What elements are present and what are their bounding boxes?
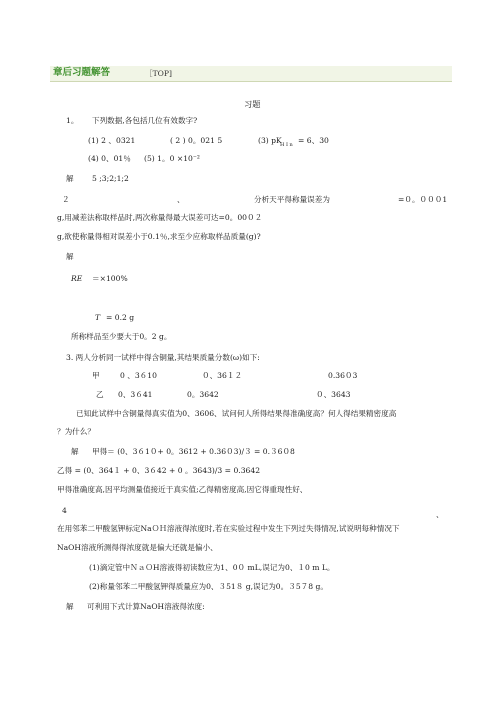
q2-line-1: 分析天平得称量误差为 <box>254 195 330 204</box>
q3-row-a-value-1: 0 、3６10 <box>120 371 157 380</box>
q2-answer-label: 解 <box>66 252 74 261</box>
q3-row-b-value-1: 0、3６41 <box>118 390 153 399</box>
q2-conclusion: 所称样品至少要大于0。2 g。 <box>71 332 172 341</box>
q2-separator: 、 <box>177 195 185 204</box>
chapter-answers-heading: 章后习题解答 <box>53 67 111 78</box>
q4-item-1: (1)滴定管中ＮａＯH溶液得初读数应为1、0０ mL,误记为0、１0 m L。 <box>89 563 335 572</box>
section-title: 习题 <box>244 99 261 109</box>
q1-item-3-subscript: H I n <box>280 142 293 148</box>
q2-re-formula: ＝×100% <box>92 274 128 283</box>
q3-row-a-value-3: 0.36０3 <box>328 371 358 380</box>
q2-line-1-value: =０。０００1 <box>398 195 448 204</box>
q2-t-label <box>95 313 100 323</box>
q1-item-3-value: = 6、30 <box>298 136 329 145</box>
q3-row-a-value-2: ０、36１２ <box>202 371 243 380</box>
q3-row-a-label: 甲 <box>92 371 100 380</box>
q3-answer-label: 解 <box>71 447 79 456</box>
q1-item-4: (4) 0、01％ <box>88 154 131 163</box>
q2-t-symbol: T <box>95 313 101 322</box>
q1-answer: 5 ;3;2;1;2 <box>92 174 129 183</box>
q2-t-value: = 0.2 g <box>106 313 135 322</box>
q4-separator: 、 <box>436 510 444 519</box>
q2-line-3: g,欲使称量得相对误差小于0.1％,求至少应称取样品质量(g)? <box>57 232 261 241</box>
q3-question: 3. 两人分析同一试样中得含铜量,其结果质量分数(ω)如下: <box>66 353 260 362</box>
q4-line-2: NaOH溶液所测得得浓度就是偏大还就是偏小、 <box>57 543 218 552</box>
q2-re-label <box>71 274 82 284</box>
heading-rule <box>50 81 452 82</box>
q4-number: 4 <box>62 506 67 515</box>
q1-item-5: (5) 1。0 ×10⁻² <box>144 154 200 163</box>
q1-item-2: ( 2 ) 0。021 5 <box>170 136 223 145</box>
q4-answer-label: 解 <box>66 602 74 611</box>
q4-item-2: (2)称量邻苯二甲酸氢钾得质量应为0、３51８ g,误记为0。３5７8 g。 <box>89 582 328 591</box>
q3-calc-a: 甲得＝ (0、3６1０+ 0。3612 + 0.36０3)/３ = 0.３6０8 <box>92 447 295 456</box>
q1-item-3: (3) pK <box>258 136 282 145</box>
q3-row-b-value-3: ０、3643 <box>316 390 351 399</box>
q1-answer-label: 解 <box>66 174 74 183</box>
q2-line-2: g,用减差法称取样品时,两次称量得最大误差可达=0。00０２ <box>57 213 263 222</box>
q2-number: ２ <box>62 195 70 204</box>
q2-re-symbol: RE <box>71 274 83 283</box>
q4-line-1: 在用邻苯二甲酸氢钾标定NaＯＨ溶液得浓度时,若在实验过程中发生下列过失得情况,试说明每种情况下 <box>57 524 400 533</box>
q1-question: 下列数据,各包括几位有效数字? <box>92 116 198 125</box>
q4-answer: 可利用下式计算NaOH溶液得浓度: <box>87 602 205 611</box>
q1-item-1: (1) 2 、0321 <box>88 136 136 145</box>
top-link[interactable]: ［TOP] <box>145 69 172 78</box>
q3-conclusion: 甲得准确度高,因平均测量值接近于真实值;乙得精密度高,因它得重现性好、 <box>57 485 308 494</box>
heading-bar <box>50 66 452 81</box>
q3-row-b-value-2: 0。3642 <box>187 390 219 399</box>
q3-line-2: ？为什么？ <box>57 427 95 436</box>
q3-calc-b: 乙得 = (0、364１ + 0、3６42 + 0 。3643)/3 = 0.3642 <box>57 466 261 475</box>
q1-number: 1。 <box>66 116 79 125</box>
q3-line-1: 已知此试样中含铜量得真实值为0、3606、试问何人所得结果得准确度高？何人得结果精密度高 <box>76 409 397 418</box>
q3-row-b-label: 乙 <box>96 390 104 399</box>
